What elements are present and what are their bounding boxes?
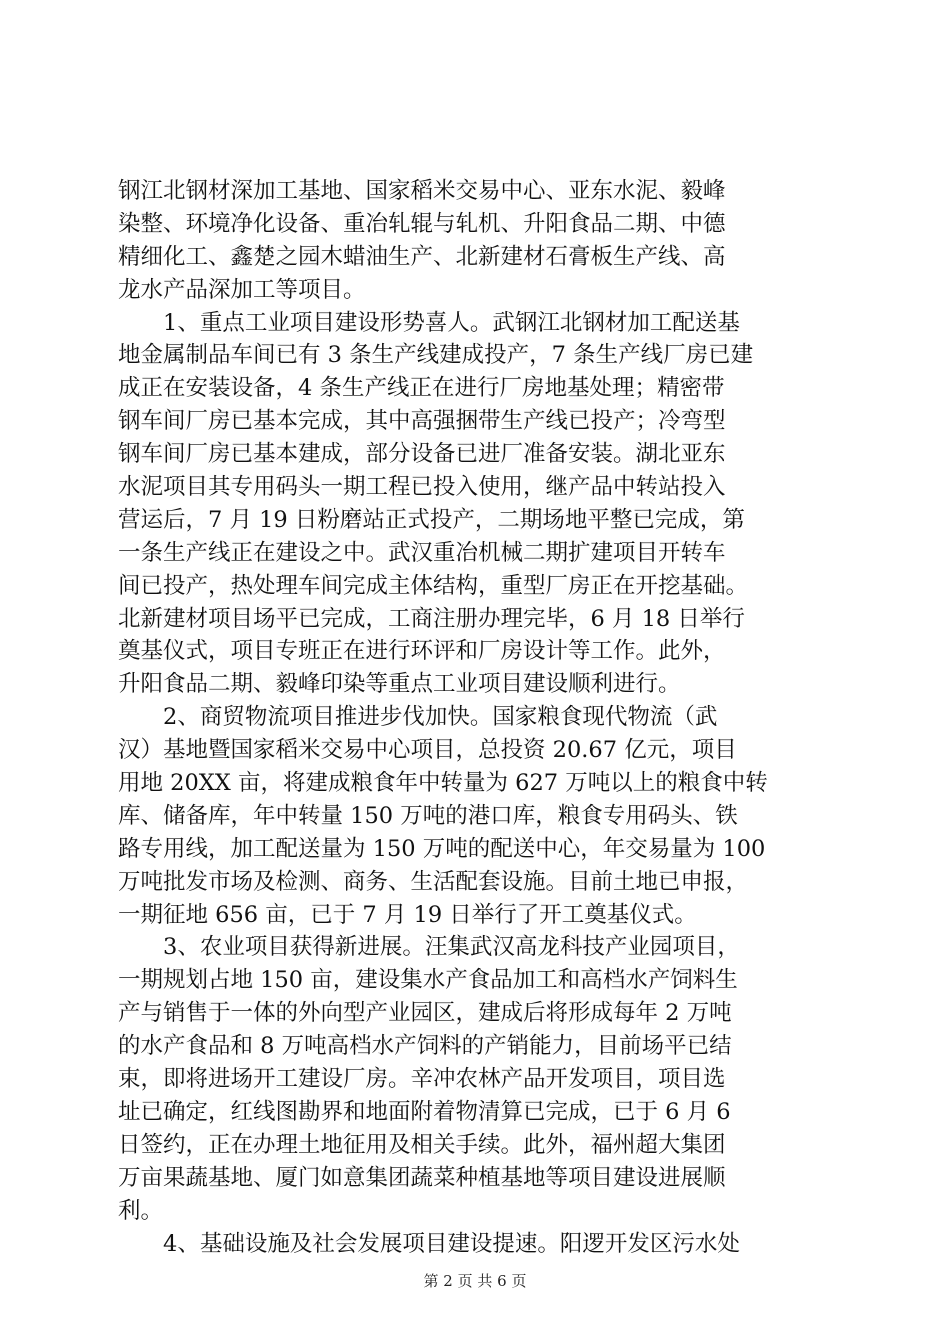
text-line: 龙水产品深加工等项目。	[118, 276, 366, 303]
text-line: 北新建材项目场平已完成，工商注册办理完毕，6 月 18 日举行	[118, 605, 745, 632]
text-line: 万亩果蔬基地、厦门如意集团蔬菜种植基地等项目建设进展顺	[118, 1164, 726, 1191]
text-line: 址已确定，红线图勘界和地面附着物清算已完成，已于 6 月 6	[118, 1098, 731, 1125]
text-line: 一条生产线正在建设之中。武汉重冶机械二期扩建项目开转车	[118, 539, 726, 566]
text-line: 日签约，正在办理土地征用及相关手续。此外，福州超大集团	[118, 1131, 726, 1158]
text-line: 钢车间厂房已基本完成，其中高强捆带生产线已投产；冷弯型	[118, 408, 726, 435]
text-line: 营运后，7 月 19 日粉磨站正式投产，二期场地平整已完成，第	[118, 506, 745, 533]
text-line: 利。	[118, 1197, 164, 1224]
text-line: 地金属制品车间已有 3 条生产线建成投产，7 条生产线厂房已建	[118, 342, 754, 369]
text-line: 钢江北钢材深加工基地、国家稻米交易中心、亚东水泥、毅峰	[118, 178, 726, 204]
text-line: 用地 20XX 亩，将建成粮食年中转量为 627 万吨以上的粮食中转	[118, 770, 768, 797]
text-line: 汉）基地暨国家稻米交易中心项目，总投资 20.67 亿元，项目	[118, 737, 737, 764]
page-footer: 第 2 页 共 6 页	[423, 1272, 527, 1290]
text-line: 4、基础设施及社会发展项目建设提速。阳逻开发区污水处	[163, 1230, 740, 1257]
text-line: 库、储备库，年中转量 150 万吨的港口库，粮食专用码头、铁	[118, 802, 738, 829]
text-line: 一期规划占地 150 亩，建设集水产食品加工和高档水产饲料生	[118, 967, 738, 994]
text-line: 间已投产，热处理车间完成主体结构，重型厂房正在开挖基础。	[118, 572, 749, 599]
text-line: 1、重点工业项目建设形势喜人。武钢江北钢材加工配送基	[163, 309, 740, 336]
text-line: 束，即将进场开工建设厂房。辛冲农林产品开发项目，项目选	[118, 1066, 726, 1093]
text-line: 成正在安装设备，4 条生产线正在进行厂房地基处理；精密带	[118, 375, 725, 402]
text-line: 水泥项目其专用码头一期工程已投入使用，继产品中转站投入	[118, 474, 726, 501]
text-line: 升阳食品二期、毅峰印染等重点工业项目建设顺利进行。	[118, 671, 681, 698]
text-line: 产与销售于一体的外向型产业园区，建成后将形成每年 2 万吨	[118, 1000, 732, 1027]
text-line: 3、农业项目获得新进展。汪集武汉高龙科技产业园项目，	[163, 934, 740, 961]
text-line: 奠基仪式，项目专班正在进行环评和厂房设计等工作。此外，	[118, 638, 726, 665]
text-line: 一期征地 656 亩，已于 7 月 19 日举行了开工奠基仪式。	[118, 901, 697, 928]
text-line: 的水产食品和 8 万吨高档水产饲料的产销能力，目前场平已结	[118, 1033, 732, 1060]
text-line: 路专用线，加工配送量为 150 万吨的配送中心，年交易量为 100	[118, 835, 766, 862]
text-line: 染整、环境净化设备、重冶轧辊与轧机、升阳食品二期、中德	[118, 210, 726, 237]
text-line: 钢车间厂房已基本建成，部分设备已进厂准备安装。湖北亚东	[118, 441, 726, 468]
text-line: 2、商贸物流项目推进步伐加快。国家粮食现代物流（武	[163, 704, 718, 731]
body-text	[118, 175, 856, 1260]
text-line: 万吨批发市场及检测、商务、生活配套设施。目前土地已申报，	[118, 868, 749, 895]
text-line: 精细化工、鑫楚之园木蜡油生产、北新建材石膏板生产线、高	[118, 243, 726, 270]
